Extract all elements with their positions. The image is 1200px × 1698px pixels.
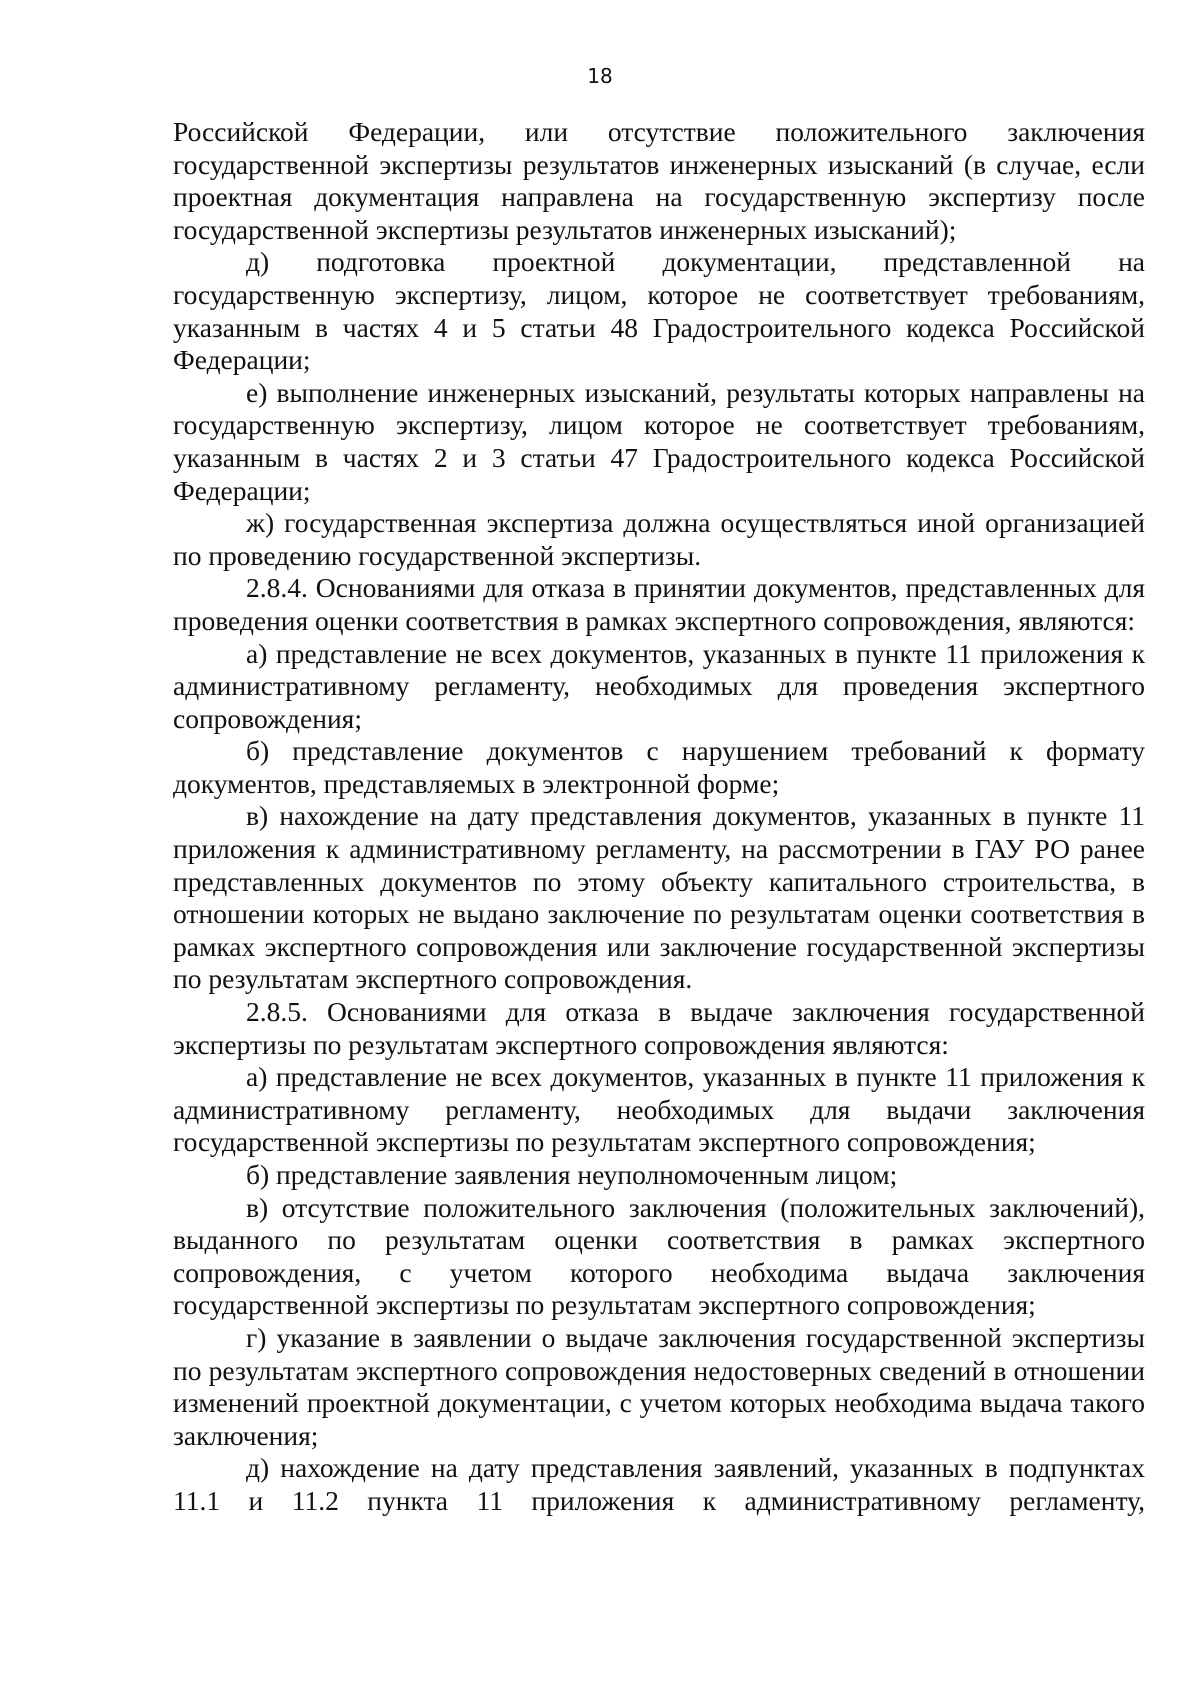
paragraph-2-8-5-g: г) указание в заявлении о выдаче заключения государственной экспертизы по результатам экспертного сопровождения недостоверных сведений в отношении изменений проектной документации, с учетом которых необходима выдача такого заключения;	[173, 1321, 1145, 1451]
paragraph-2-8-5-a: а) представление не всех документов, указанных в пункте 11 приложения к административному регламенту, необходимых для выдачи заключения государственной экспертизы по результатам экспертного сопровождения;	[173, 1061, 1145, 1158]
paragraph-2-8-5: 2.8.5. Основаниями для отказа в выдаче заключения государственной экспертизы по результатам экспертного сопровождения являются:	[173, 996, 1145, 1060]
paragraph-2-8-5-d: д) нахождение на дату представления заявлений, указанных в подпунктах 11.1 и 11.2 пункта 11 приложения к административному регламенту,	[173, 1452, 1145, 1516]
document-body	[173, 116, 1145, 1518]
paragraph-2-8-4-a: а) представление не всех документов, указанных в пункте 11 приложения к административному регламенту, необходимых для проведения экспертного сопровождения;	[173, 637, 1145, 734]
paragraph-item-e: е) выполнение инженерных изысканий, результаты которых направлены на государственную экспертизу, лицом которое не соответствует требованиям, указанным в частях 2 и 3 статьи 47 Градостроительного кодекса Российской Федерации;	[173, 376, 1145, 506]
paragraph-item-d: д) подготовка проектной документации, представленной на государственную экспертизу, лицом, которое не соответствует требованиям, указанным в частях 4 и 5 статьи 48 Градостроительного кодекса Российской Федерации;	[173, 246, 1145, 376]
paragraph-2-8-4: 2.8.4. Основаниями для отказа в принятии документов, представленных для проведения оценки соответствия в рамках экспертного сопровождения, являются:	[173, 572, 1145, 636]
paragraph-2-8-4-b: б) представление документов с нарушением требований к формату документов, представляемых в электронной форме;	[173, 735, 1145, 799]
page-number: 18	[587, 64, 613, 88]
paragraph-2-8-4-v: в) нахождение на дату представления документов, указанных в пункте 11 приложения к административному регламенту, на рассмотрении в ГАУ РО ранее представленных документов по этому объекту капитального строительства, в отношении которых не выдано заключение по результатам оценки соответствия в рамках экспертного сопровождения или заключение государственной экспертизы по результатам экспертного сопровождения.	[173, 800, 1145, 995]
paragraph-item-zh: ж) государственная экспертиза должна осуществляться иной организацией по проведению государственной экспертизы.	[173, 507, 1145, 571]
paragraph-2-8-5-v: в) отсутствие положительного заключения (положительных заключений), выданного по результатам оценки соответствия в рамках экспертного сопровождения, с учетом которого необходима выдача заключения государственной экспертизы по результатам экспертного сопровождения;	[173, 1191, 1145, 1321]
paragraph-continuation: Российской Федерации, или отсутствие положительного заключения государственной экспертизы результатов инженерных изысканий (в случае, если проектная документация направлена на государственную экспертизу после государственной экспертизы результатов инженерных изысканий);	[173, 116, 1145, 245]
paragraph-2-8-5-b: б) представление заявления неуполномоченным лицом;	[246, 1159, 898, 1190]
